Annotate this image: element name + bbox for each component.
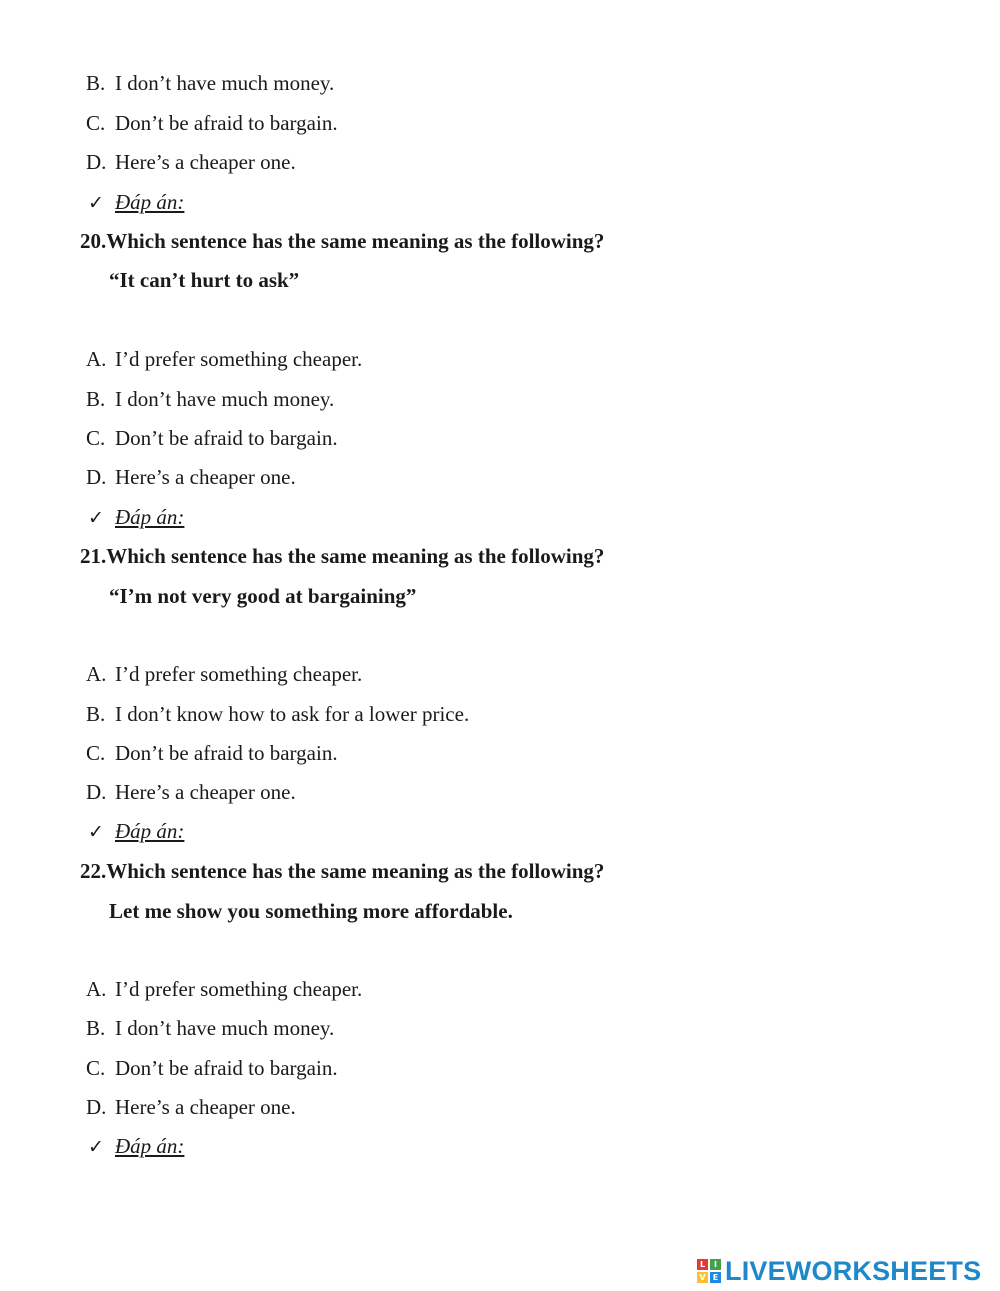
checkmark-icon: ✓ xyxy=(88,1136,104,1158)
option-b: B. I don’t know how to ask for a lower price. xyxy=(86,702,470,726)
checkmark-icon: ✓ xyxy=(88,192,104,214)
answer-line xyxy=(88,1133,184,1160)
question-20-quote: “It can’t hurt to ask” xyxy=(109,268,300,292)
liveworksheets-brand xyxy=(697,1255,981,1287)
option-b: B. I don’t have much money. xyxy=(86,71,335,95)
option-a: A. I’d prefer something cheaper. xyxy=(86,977,363,1001)
answer-line xyxy=(88,189,184,216)
logo-tile-l: L xyxy=(697,1259,708,1270)
question-21-quote: “I’m not very good at bargaining” xyxy=(109,584,417,608)
brand-name: LIVEWORKSHEETS xyxy=(725,1255,982,1286)
option-a: A. I’d prefer something cheaper. xyxy=(86,662,363,686)
option-d: D. Here’s a cheaper one. xyxy=(86,465,296,489)
answer-line xyxy=(88,818,184,845)
checkmark-icon: ✓ xyxy=(88,507,104,529)
option-c: C. Don’t be afraid to bargain. xyxy=(86,426,338,450)
option-d: D. Here’s a cheaper one. xyxy=(86,780,296,804)
option-c: C. Don’t be afraid to bargain. xyxy=(86,1056,338,1080)
option-d: D. Here’s a cheaper one. xyxy=(86,150,296,174)
answer-label[interactable]: Đáp án: xyxy=(115,1134,185,1158)
option-b: B. I don’t have much money. xyxy=(86,387,335,411)
logo-tile-e: E xyxy=(710,1272,721,1283)
option-d: D. Here’s a cheaper one. xyxy=(86,1095,296,1119)
question-22: 22.Which sentence has the same meaning as the following? xyxy=(80,859,605,883)
answer-label[interactable]: Đáp án: xyxy=(115,819,185,843)
answer-line xyxy=(88,504,184,531)
option-c: C. Don’t be afraid to bargain. xyxy=(86,111,338,135)
checkmark-icon: ✓ xyxy=(88,821,104,843)
liveworksheets-logo-icon xyxy=(697,1259,721,1283)
option-c: C. Don’t be afraid to bargain. xyxy=(86,741,338,765)
logo-tile-i: I xyxy=(710,1259,721,1270)
answer-label[interactable]: Đáp án: xyxy=(115,190,185,214)
question-20: 20.Which sentence has the same meaning as the following? xyxy=(80,229,605,253)
option-a: A. I’d prefer something cheaper. xyxy=(86,347,363,371)
logo-tile-v: V xyxy=(697,1272,708,1283)
question-22-quote: Let me show you something more affordable. xyxy=(109,899,513,923)
answer-label[interactable]: Đáp án: xyxy=(115,505,185,529)
question-21: 21.Which sentence has the same meaning as the following? xyxy=(80,544,605,568)
option-b: B. I don’t have much money. xyxy=(86,1016,335,1040)
